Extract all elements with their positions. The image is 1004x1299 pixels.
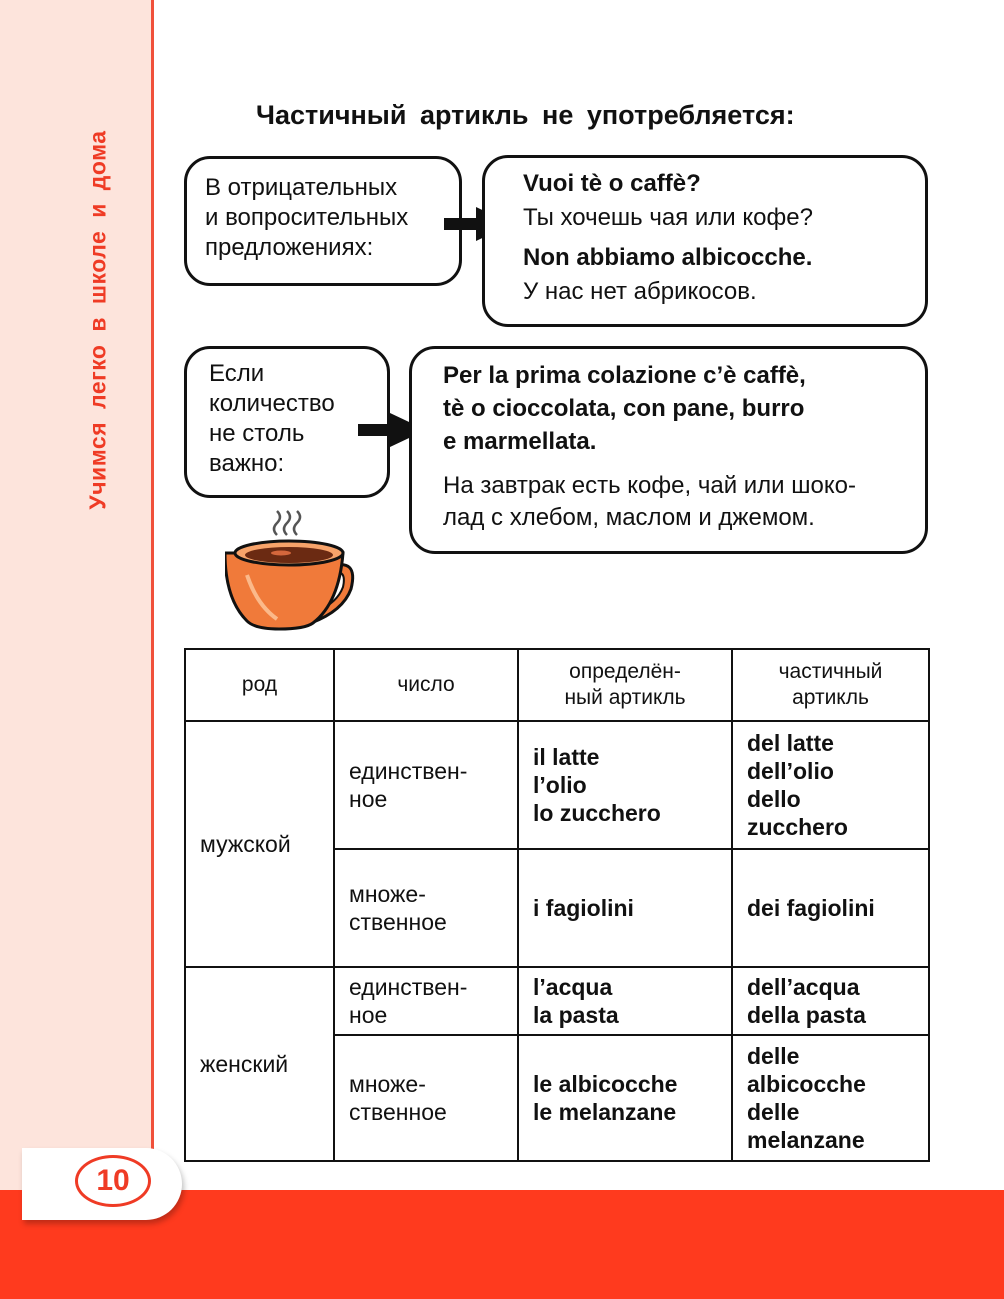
- example-russian: лад с хлебом, маслом и джемом.: [443, 504, 815, 531]
- cell-line: единствен-: [349, 974, 468, 1000]
- negative-examples-box: [482, 155, 928, 327]
- partitive-cell: [732, 721, 929, 849]
- table-header-row: [185, 649, 929, 721]
- header-definite-article: [518, 649, 732, 721]
- cell-line: множе-: [349, 881, 426, 907]
- cell-line: le melanzane: [533, 1099, 677, 1125]
- example-italian: Vuoi tè o caffè?: [523, 170, 701, 197]
- cell-line: albicocche: [747, 1071, 866, 1097]
- header-line: определён-: [569, 660, 681, 683]
- condition-line: и вопросительных: [205, 204, 409, 231]
- example-russian: На завтрак есть кофе, чай или шоко-: [443, 472, 856, 499]
- header-line: ный артикль: [564, 686, 686, 709]
- gender-cell: мужской: [185, 721, 334, 967]
- cell-line: delle: [747, 1043, 800, 1069]
- definite-cell: [518, 967, 732, 1035]
- cell-line: dello: [747, 786, 801, 812]
- definite-cell: [518, 1035, 732, 1161]
- example-italian: e marmellata.: [443, 428, 597, 455]
- table-row: [185, 721, 929, 849]
- cell-line: l’acqua: [533, 974, 613, 1000]
- example-italian: Per la prima colazione c’è caffè,: [443, 362, 806, 389]
- header-gender: род: [185, 649, 334, 721]
- partitive-cell: [732, 849, 929, 967]
- sidebar-rule: [151, 0, 154, 1190]
- cell-line: del latte: [747, 730, 834, 756]
- cell-line: dell’olio: [747, 758, 834, 784]
- cell-line: ственное: [349, 909, 447, 935]
- cell-line: lo zucchero: [533, 800, 661, 826]
- cell-line: le albicocche: [533, 1071, 678, 1097]
- condition-line: Если: [209, 360, 265, 387]
- header-partitive-article: [732, 649, 929, 721]
- quantity-example-box: [409, 346, 928, 554]
- cell-line: ственное: [349, 1099, 447, 1125]
- condition-line: важно:: [209, 450, 285, 477]
- cell-line: la pasta: [533, 1002, 619, 1028]
- cell-line: множе-: [349, 1071, 426, 1097]
- number-cell: [334, 849, 518, 967]
- definite-cell: [518, 849, 732, 967]
- cell-line: dei fagiolini: [747, 895, 875, 921]
- cell-line: il latte: [533, 744, 600, 770]
- number-cell: [334, 721, 518, 849]
- cell-line: l’olio: [533, 772, 587, 798]
- cell-line: melanzane: [747, 1127, 865, 1153]
- cell-line: ное: [349, 786, 388, 812]
- cell-line: ное: [349, 1002, 388, 1028]
- example-italian: Non abbiamo albicocche.: [523, 244, 813, 271]
- cell-line: i fagiolini: [533, 895, 634, 921]
- cell-line: единствен-: [349, 758, 468, 784]
- condition-line: предложениях:: [205, 234, 374, 261]
- page-heading: Частичный артикль не употребляется:: [256, 100, 795, 130]
- header-number: число: [334, 649, 518, 721]
- cell-line: della pasta: [747, 1002, 866, 1028]
- condition-line: не столь: [209, 420, 305, 447]
- definite-cell: [518, 721, 732, 849]
- number-cell: [334, 967, 518, 1035]
- sidebar-title: Учимся легко в школе и дома: [84, 130, 111, 510]
- gender-cell: женский: [185, 967, 334, 1161]
- example-italian: tè o cioccolata, con pane, burro: [443, 395, 805, 422]
- condition-line: количество: [209, 390, 335, 417]
- page-number: 10: [75, 1155, 151, 1207]
- cell-line: dell’acqua: [747, 974, 860, 1000]
- condition-line: В отрицательных: [205, 174, 398, 201]
- example-russian: Ты хочешь чая или кофе?: [523, 204, 813, 231]
- partitive-cell: [732, 1035, 929, 1161]
- sidebar: [0, 0, 151, 1190]
- coffee-cup-icon: [225, 505, 365, 635]
- table-row: [185, 967, 929, 1035]
- articles-table: [184, 648, 930, 1162]
- negative-condition-box: [184, 156, 462, 286]
- cell-line: zucchero: [747, 814, 848, 840]
- header-line: артикль: [792, 686, 869, 709]
- partitive-cell: [732, 967, 929, 1035]
- cell-line: delle: [747, 1099, 800, 1125]
- number-cell: [334, 1035, 518, 1161]
- header-line: частичный: [778, 660, 883, 683]
- example-russian: У нас нет абрикосов.: [523, 278, 757, 305]
